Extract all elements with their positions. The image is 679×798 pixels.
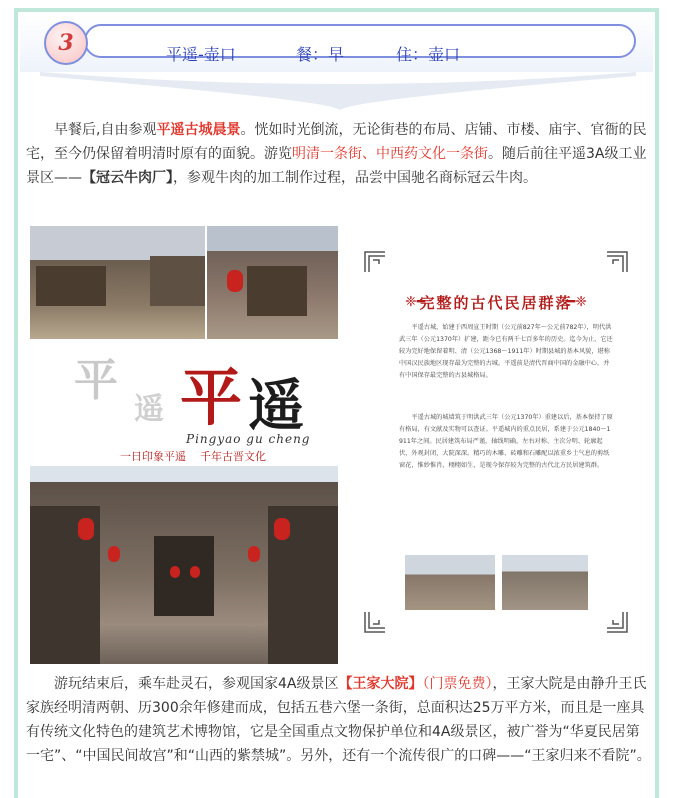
card-text-history: 平遥古城，始建于西周宣王时期（公元前827年～公元前782年），明代洪武三年（公元1370年）扩建，距今已有两千七百多年的历史。迄今为止，它还较为完好地保留着明、清（公元1368～1911年）时期县城的基本风貌，堪称中国汉民族地区现存最为完整的古城。平遥前是清代晋商中国的金融中心，并有中国保存最完整的古县城格局。 [399, 324, 613, 379]
p2-text-1: 游玩结束后，乘车赴灵石，参观国家4A级景区 [54, 676, 339, 692]
card-photo-rooftops [502, 555, 588, 610]
title-ornament-left-icon: ❈━ [405, 294, 426, 310]
card-title: 完整的古代民居群落 [419, 294, 573, 312]
street-photo [30, 226, 205, 339]
highlight-free-ticket: （门票免费） [422, 676, 493, 692]
header-swoosh-decoration [20, 66, 653, 110]
paragraph-afternoon [26, 672, 652, 768]
route-label: 平遥-壶口 [166, 45, 236, 64]
header-pill [84, 24, 636, 64]
calligraphy-black-char: 遥 [248, 373, 304, 439]
calligraphy-red-char: 平 [180, 361, 243, 434]
p1-text-3: 。随后前往平遥3A级工业景区—— [26, 146, 647, 186]
meal-label: 餐：早 [296, 45, 345, 64]
shop-photo [207, 226, 338, 339]
p2-text-2: ，王家大院是由静升王氏家族经明清两朝、历300余年修建而成，包括五巷六堡一条街，总面积达25万平方米，而且是一座具有传统文化特色的建筑艺术博物馆，它是全国重点文物保护单位和4A级景区，被广誉为“华夏民居第一宅”、“中国民间故宫”和“山西的紫禁城”。另外，还有一个流传很广的口碑——“王家归来不看院”。 [26, 676, 651, 764]
corner-ornament-icon [605, 610, 629, 634]
paragraph-morning [26, 118, 652, 190]
title-ornament-right-icon: ━❈ [566, 294, 587, 310]
p1-text-2: 。恍如时光倒流，无论街巷的布局、店铺、市楼、庙宇、官衙的民宅，至今仍保留着明清时原有的面貌。游览 [26, 122, 647, 162]
section-number-badge: 3 [44, 21, 88, 65]
card-text-architecture: 平遥古城的城墙筑于明洪武三年（公元1370年）重建以后，基本保持了原有格局，有文献及实物可以查证。平遥城内的重点民居，系建于公元1840～1911年之间。民居建筑布局严谨，轴线明确，左右对称、主次分明、轮廓起伏，外观封闭，大院深深。精巧的木雕、砖雕和石雕配以浓重乡土气息的剪纸窗花，惟妙惟肖，栩栩如生，是现今保存较为完整的古代北方民居建筑群。 [399, 414, 613, 469]
card-photo-street [405, 555, 495, 610]
highlight-beef-factory: 【冠云牛肉厂】 [82, 170, 173, 186]
corner-ornament-icon [363, 610, 387, 634]
p1-text-1: 早餐后,自由参观 [54, 122, 157, 138]
highlight-wang-family-compound: 【王家大院】 [338, 676, 423, 692]
info-card [363, 250, 629, 634]
corner-ornament-icon [363, 250, 387, 274]
calligraphy-gray-char2: 遥 [134, 392, 164, 427]
courtyard-photo [30, 466, 338, 664]
p1-text-4: ，参观牛肉的加工制作过程，品尝中国驰名商标冠云牛肉。 [173, 170, 537, 186]
lodging-label: 住：壶口 [396, 45, 461, 64]
pingyao-calligraphy [30, 340, 338, 466]
highlight-ancient-city: 平遥古城晨景 [156, 122, 241, 138]
calligraphy-gray-char1: 平 [74, 355, 118, 406]
section-header [20, 14, 653, 106]
corner-ornament-icon [605, 250, 629, 274]
calligraphy-pinyin: Pingyao gu cheng [186, 432, 311, 446]
highlight-streets: 明清一条街、中西药文化一条街 [292, 146, 488, 162]
calligraphy-slogan: 一日印象平遥 千年古晋文化 [120, 450, 266, 463]
